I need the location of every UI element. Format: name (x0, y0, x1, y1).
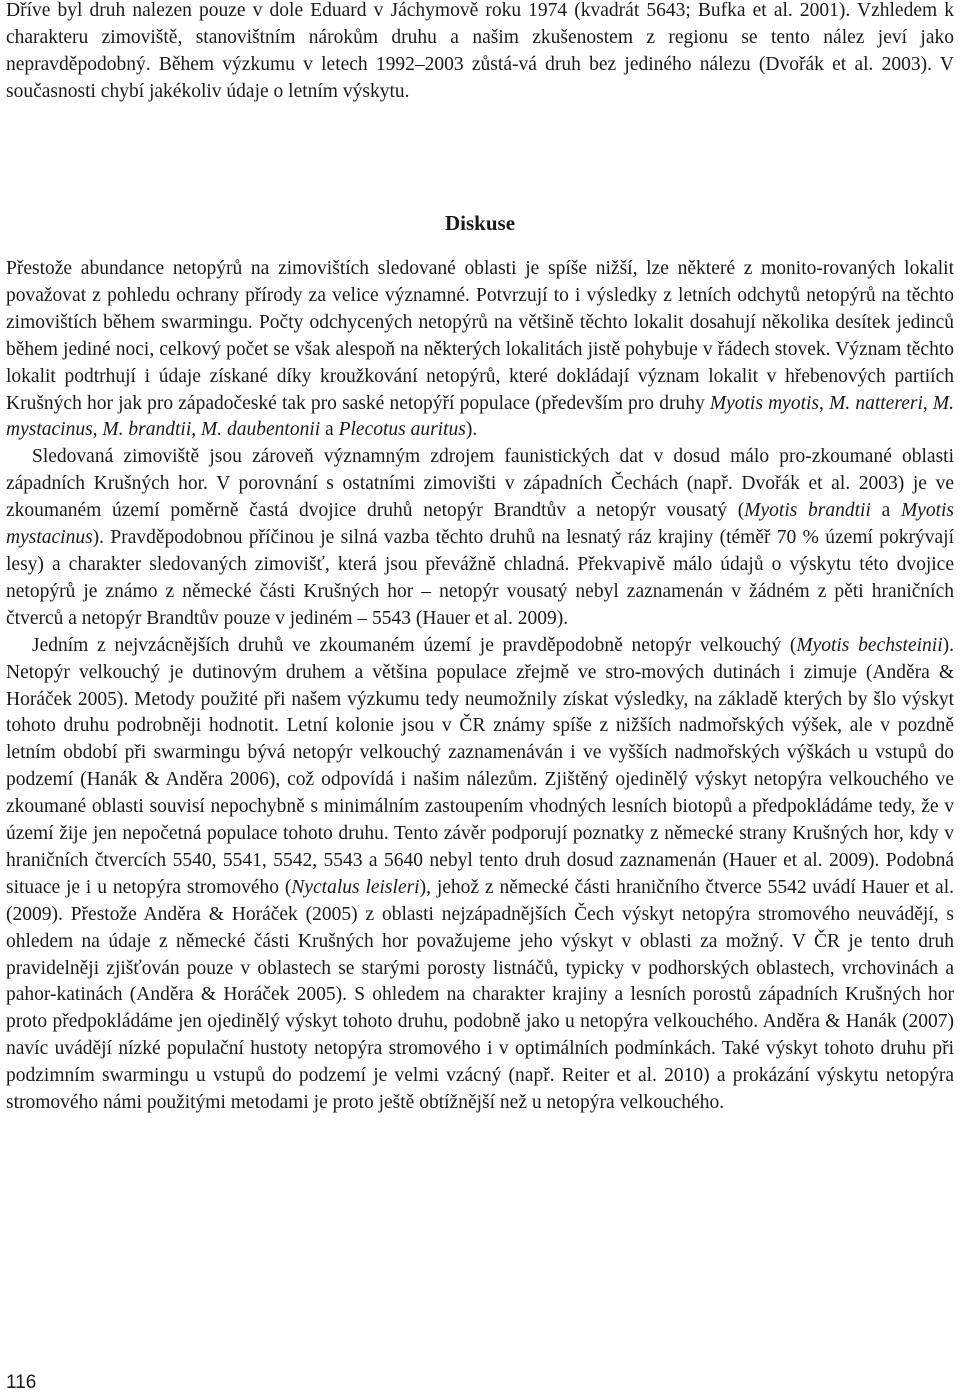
paragraph-1 (6, 256, 954, 444)
text-run: , (819, 392, 830, 414)
text-run: , (92, 419, 103, 441)
paragraph-3 (6, 633, 954, 1117)
text-run: a (870, 500, 901, 522)
text-run: ). Pravděpodobnou příčinou je silná vazba těchto druhů na lesnatý ráz krajiny (téměř 70 % území pokrývají lesy) a charakter sledovaných zimovišť, která jsou převážně chladná. Překvapivě málo údajů o výskytu této dvojice netopýrů je známo z německé části Krušných hor – netopýr vousatý nebyl zaznamenán v žádném z pěti hraničních čtverců a netopýr Brandtův pouze v jediném – 5543 (Hauer et al. 2009). (6, 527, 954, 629)
species-name: Myotis bechsteinii (796, 634, 943, 656)
text-run: Jedním z nejvzácnějších druhů ve zkoumaném území je pravděpodobně netopýr velkouchý ( (32, 634, 797, 656)
text-run: Přestože abundance netopýrů na zimovištích sledované oblasti je spíše nižší, lze některé z monito-rovaných lokalit považovat z pohledu ochrany přírody za velice významné. Potvrzují to i výsledky z letních odchytů netopýrů na těchto zimovištích během swarmingu. Počty odchycených netopýrů na většině těchto lokalit dosahují několika desítek jedinců během jediné noci, celkový počet se však alespoň na některých lokalitách jistě pohybuje v řádech stovek. Význam těchto lokalit podtrhují i údaje získané díky kroužkování netopýrů, které dokládají význam lokalit v hřebenových partiích Krušných hor jak pro západočeské tak pro saské netopýří populace (především pro druhy (6, 258, 954, 414)
species-name: M. mystacinus (6, 392, 955, 441)
paragraph-2 (6, 444, 954, 632)
text-run: a (320, 419, 339, 441)
section-heading: Diskuse (444, 211, 516, 235)
text-run: ). (465, 419, 478, 441)
species-name: M. brandtii (102, 419, 192, 441)
species-name: Myotis mystacinus (6, 500, 955, 549)
text-run: , (191, 419, 201, 441)
species-name: Myotis brandtii (744, 500, 871, 522)
species-name: Myotis myotis (709, 392, 820, 414)
text-run: , (922, 392, 933, 414)
species-name: Plecotus auritus (338, 419, 466, 441)
text-run: ). Netopýr velkouchý je dutinovým druhem a většina populace zřejmě ve stro-mových dutinách i zimuje (Anděra & Horáček 2005). Metody použité při našem výzkumu tedy neumožnily získat výsledky, na základě kterých by šlo výskyt tohoto druhu podrobněji hodnotit. Letní kolonie jsou v ČR známy spíše z nižších nadmořských výšek, ale v pozdně letním období při swarmingu bývá netopýr velkouchý zaznamenáván i ve vyšších nadmořských výškách u vstupů do podzemí (Hanák & Anděra 2006), což odpovídá i našim nálezům. Zjištěný ojedinělý výskyt netopýra velkouchého ve zkoumané oblasti souvisí nepochybně s minimálním zastoupením vhodných lesních biotopů a předpokládáme tedy, že v území žije jen nepočetná populace tohoto druhu. Tento závěr podporují poznatky z německé strany Krušných hor, kdy v hraničních čtvercích 5540, 5541, 5542, 5543 a 5640 nebyl tento druh dosud zaznamenán (Hauer et al. 2009). Podobná situace je i u netopýra stromového ( (6, 634, 954, 898)
text-run: Sledovaná zimoviště jsou zároveň významným zdrojem faunistických dat v dosud málo pro-zkoumané oblasti západních Krušných hor. V porovnání s ostatními zimovišti v západních Čechách (např. Dvořák et al. 2003) je ve zkoumaném území poměrně častá dvojice druhů netopýr Brandtův a netopýr vousatý ( (6, 446, 954, 522)
species-name: Nyctalus leisleri (291, 876, 420, 898)
intro-paragraph (6, 0, 954, 106)
text-run: ), jehož z německé části hraničního čtverce 5542 uvádí Hauer et al. (2009). Přestože Anděra & Horáček (2005) z oblasti nejzápadnějších Čech výskyt netopýra stromového neuvádějí, s ohledem na údaje z německé části Krušných hor považujeme jeho výskyt v oblasti za možný. V ČR je tento druh pravidelněji zjišťován pouze v oblastech se starými porosty listnáčů, typicky v podhorských oblastech, vrchovinách a pahor-katinách (Anděra & Horáček 2005). S ohledem na charakter krajiny a lesních porostů západních Krušných hor proto předpokládáme jen ojedinělý výskyt tohoto druhu, podobně jako u netopýra velkouchého. Anděra & Hanák (2007) navíc uvádějí nízké populační hustoty netopýra stromového i v optimálních podmínkách. Také výskyt tohoto druhu při podzimním swarmingu u vstupů do podzemí je velmi vzácný (např. Reiter et al. 2010) a prokázání výskytu netopýra stromového námi použitými metodami je proto ještě obtížnější než u netopýra velkouchého. (6, 876, 954, 1114)
text-run: Dříve byl druh nalezen pouze v dole Eduard v Jáchymově roku 1974 (kvadrát 5643; Bufka et al. 2001). Vzhledem k charakteru zimoviště, stanovištním nárokům druhu a našim zkušenostem z regionu se tento nález jeví jako nepravděpodobný. Během výzkumu v letech 1992–2003 zůstá-vá druh bez jediného nálezu (Dvořák et al. 2003). V současnosti chybí jakékoliv údaje o letním výskytu. (6, 0, 954, 102)
species-name: M. daubentonii (201, 419, 321, 441)
species-name: M. nattereri (829, 392, 923, 414)
body-text (6, 256, 954, 1117)
page-number: 116 (6, 1372, 37, 1393)
